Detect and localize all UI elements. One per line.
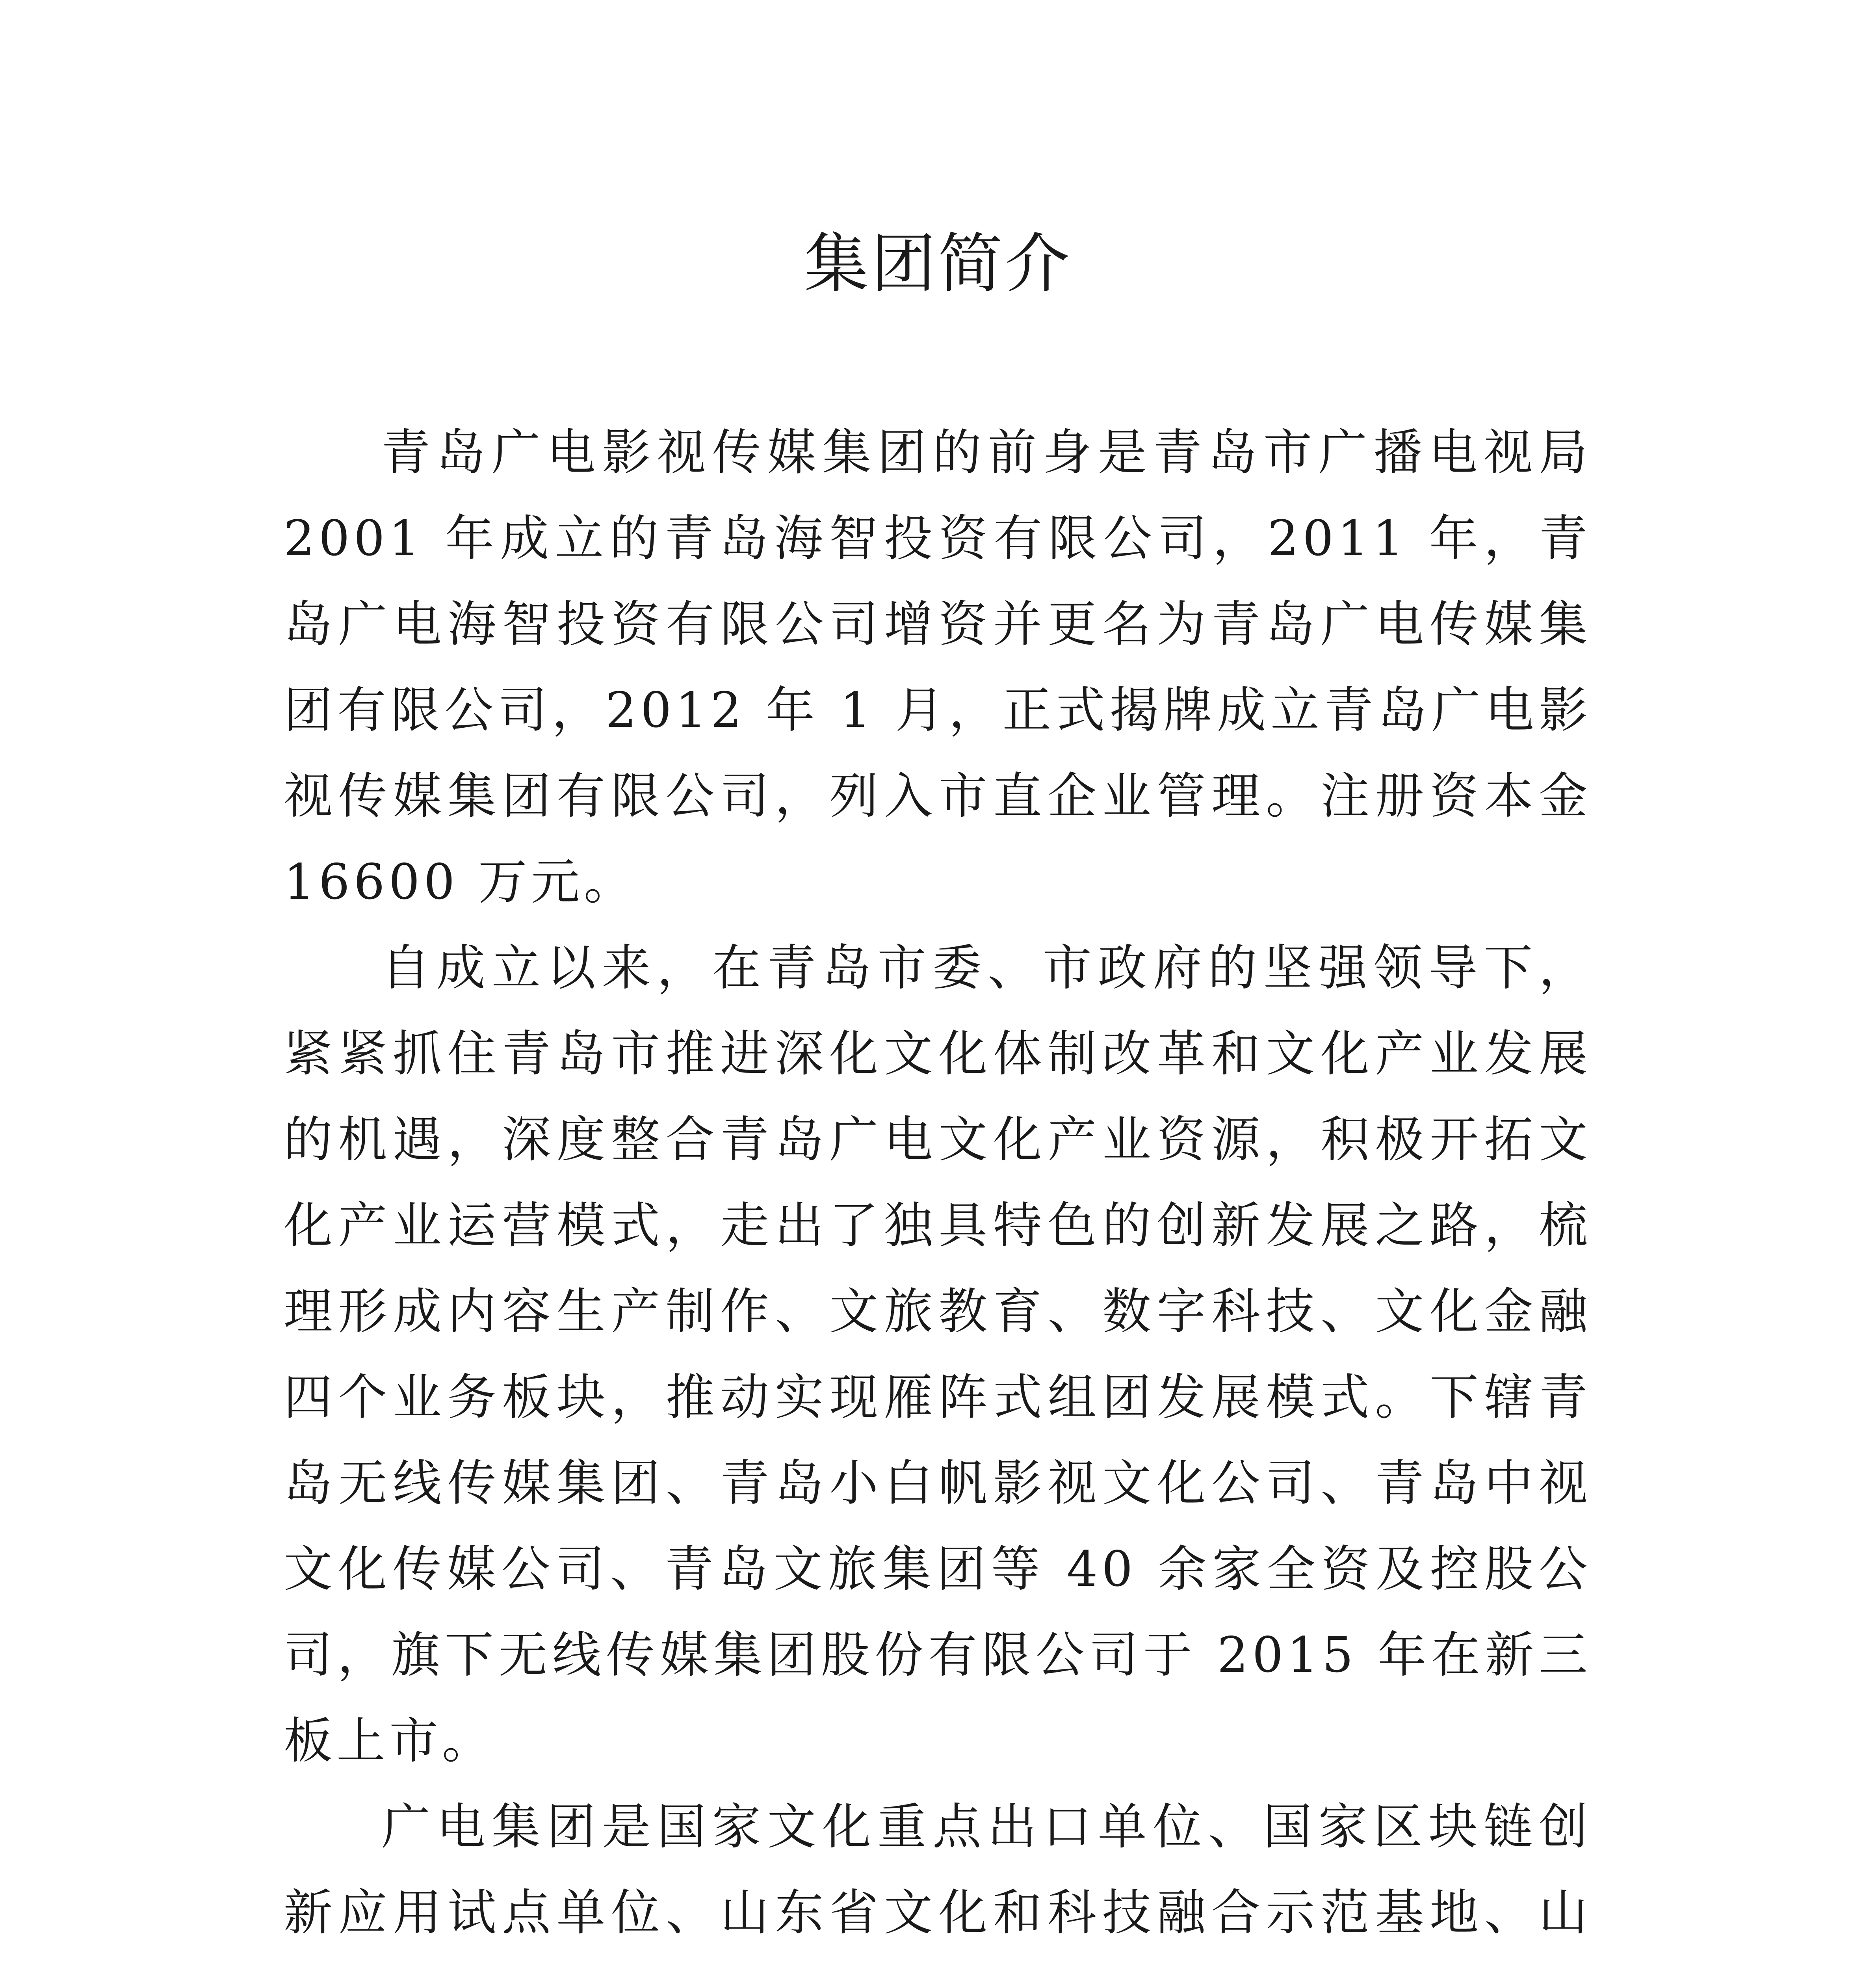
document-title: 集团简介 (804, 226, 1072, 301)
paragraph-development: 自成立以来，在青岛市委、市政府的坚强领导下，紧紧抓住青岛市推进深化文化体制改革和文化产业发展的机遇，深度整合青岛广电文化产业资源，积极开拓文化产业运营模式，走出了独具特色的创新发展之路，梳理形成内容生产制作、文旅教育、数字科技、文化金融四个业务板块，推动实现雁阵式组团发展模式。下辖青岛无线传媒集团、青岛小白帆影视文化公司、青岛中视文化传媒公司、青岛文旅集团等 40 余家全资及控股公司，旗下无线传媒集团股份有限公司于 2015 年在新三板上市。 (284, 940, 1592, 1769)
paragraph-honors: 广电集团是国家文化重点出口单位、国家区块链创新应用试点单位、山东省文化和科技融合示范基地、山 (284, 1799, 1592, 1941)
paragraph-history: 青岛广电影视传媒集团的前身是青岛市广播电视局 2001 年成立的青岛海智投资有限公司，2011 年，青岛广电海智投资有限公司增资并更名为青岛广电传媒集团有限公司，2012 年 1 月，正式揭牌成立青岛广电影视传媒集团有限公司，列入市直企业管理。注册资本金 16600 万元。 (284, 424, 1592, 911)
document-body (284, 410, 1592, 1970)
